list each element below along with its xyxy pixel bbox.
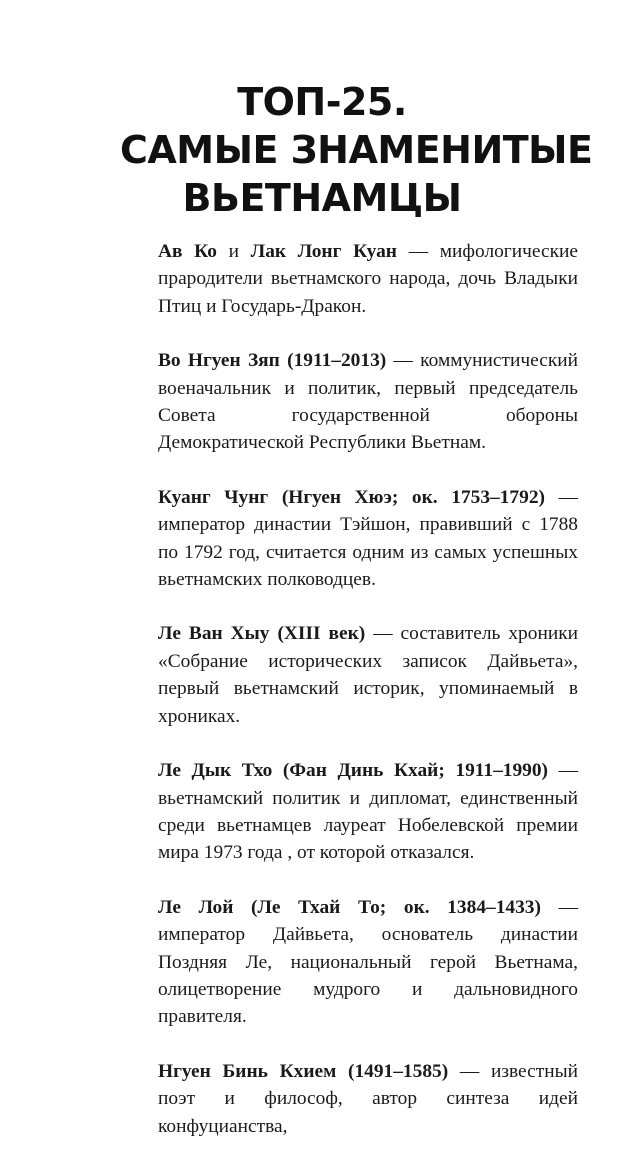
entry-name: Ле Дык Тхо (Фан Динь Кхай; 1911–1990): [158, 760, 549, 782]
entry-name: Ле Лой (Ле Тхай То; ок. 1384–1433): [158, 896, 541, 918]
entry-description: — император династии Тэйшон, правивший с 1788 по 1792 год, считается одним из самых успешных вьетнамских полководцев.: [158, 486, 578, 591]
entry-description: — известный поэт и философ, автор синтеза идей конфуцианства,: [158, 1060, 578, 1137]
entry-av-ko-lak-long-quan: [158, 238, 578, 320]
chapter-title: [120, 78, 593, 222]
entry-description: — составитель хроники «Собрание исторических записок Дайвьета», первый вьетнамский историк, упоминаемый в хрониках.: [158, 623, 578, 727]
entry-le-loi: [158, 894, 578, 1031]
title-line-1: ТОП-25.: [237, 80, 407, 124]
entry-description: — вьетнамский политик и дипломат, единственный среди вьетнамцев лауреат Нобелевской премии мира 1973 года , от которой отказался.: [158, 760, 578, 864]
entry-name: Ле Ван Хыу (XIII век): [158, 623, 366, 645]
entry-name: Нгуен Бинь Кхием (1491–1585): [158, 1060, 449, 1082]
entry-name: Ав Ко: [158, 241, 217, 262]
entry-le-van-huu: [158, 620, 578, 730]
entry-name-2: Лак Лонг Куан: [250, 241, 397, 262]
entry-connector: и: [216, 241, 251, 262]
entry-description: — мифологические прародители вьетнамского народа, дочь Владыки Птиц и Государь-Дракон.: [158, 241, 578, 317]
entry-name: Во Нгуен Зяп (1911–2013): [158, 350, 387, 372]
entry-description: — император Дайвьета, основатель династии Поздняя Ле, национальный герой Вьетнама, олицетворение мудрого и дальновидного правителя.: [158, 896, 578, 1028]
entry-vo-nguyen-giap: [158, 347, 578, 457]
entry-nguyen-binh-khiem: [158, 1058, 578, 1140]
entry-description: — коммунистический военачальник и политик, первый председатель Совета государственной обороны Демократической Республики Вьетнам.: [158, 350, 579, 454]
entry-name: Куанг Чунг (Нгуен Хюэ; ок. 1753–1792): [158, 486, 545, 508]
entry-quang-trung: [158, 484, 578, 594]
entries-list: [158, 238, 578, 1167]
title-line-2: САМЫЕ ЗНАМЕНИТЫЕ: [120, 128, 593, 172]
entry-le-duc-tho: [158, 757, 578, 867]
title-line-3: ВЬЕТНАМЦЫ: [182, 176, 462, 220]
